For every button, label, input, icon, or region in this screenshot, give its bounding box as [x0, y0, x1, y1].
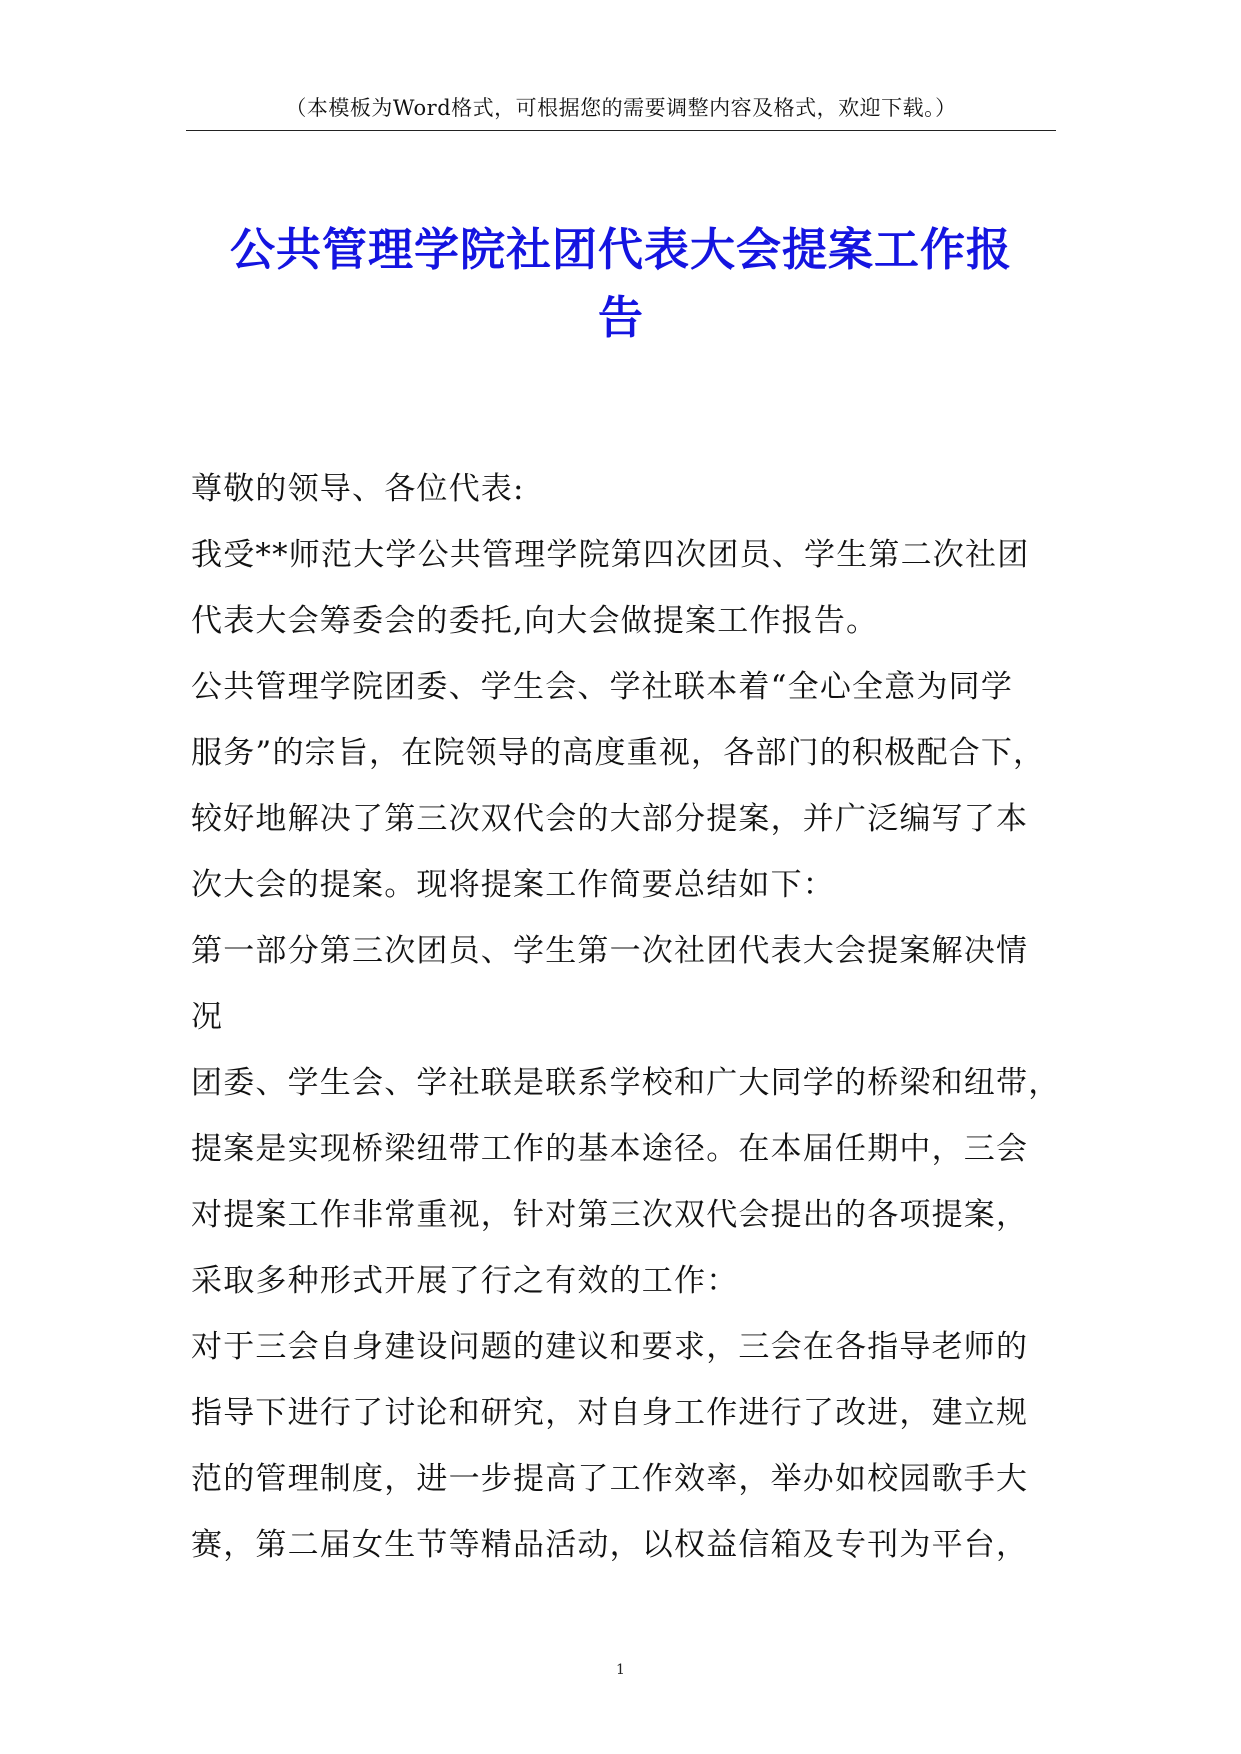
- body-line: 服务”的宗旨，在院领导的高度重视，各部门的积极配合下，: [191, 735, 1046, 771]
- body-line: 范的管理制度，进一步提高了工作效率，举办如校园歌手大: [191, 1461, 1029, 1497]
- body-line: 对提案工作非常重视，针对第三次双代会提出的各项提案，: [191, 1197, 1029, 1233]
- body-line: 我受**师范大学公共管理学院第四次团员、学生第二次社团: [191, 537, 1030, 573]
- body-line: 公共管理学院团委、学生会、学社联本着“全心全意为同学: [191, 669, 1014, 705]
- body-line: 对于三会自身建设问题的建议和要求，三会在各指导老师的: [191, 1329, 1029, 1365]
- body-line: 较好地解决了第三次双代会的大部分提案，并广泛编写了本: [191, 801, 1029, 837]
- section-heading-line: 第一部分第三次团员、学生第一次社团代表大会提案解决情: [191, 933, 1029, 969]
- body-line: 赛，第二届女生节等精品活动，以权益信箱及专刊为平台，: [191, 1527, 1029, 1563]
- page-number: 1: [616, 1662, 625, 1678]
- document-body: [191, 456, 1061, 1578]
- body-line: 提案是实现桥梁纽带工作的基本途径。在本届任期中，三会: [191, 1131, 1029, 1167]
- template-note: （本模板为Word格式，可根据您的需要调整内容及格式，欢迎下载。）: [285, 96, 957, 120]
- body-line: 代表大会筹委会的委托,向大会做提案工作报告。: [191, 603, 879, 639]
- title-line: 公共管理学院社团代表大会提案工作报: [229, 223, 1012, 276]
- document-title: [186, 216, 1056, 352]
- body-line: 指导下进行了讨论和研究，对自身工作进行了改进，建立规: [191, 1395, 1029, 1431]
- section-heading-line: 况: [191, 999, 224, 1035]
- body-line: 尊敬的领导、各位代表:: [191, 471, 525, 507]
- body-line: 次大会的提案。现将提案工作简要总结如下：: [191, 867, 835, 903]
- title-line: 告: [597, 291, 644, 344]
- body-line: 团委、学生会、学社联是联系学校和广大同学的桥梁和纽带，: [191, 1065, 1061, 1101]
- body-line: 采取多种形式开展了行之有效的工作：: [191, 1263, 739, 1299]
- header-divider: [186, 130, 1056, 131]
